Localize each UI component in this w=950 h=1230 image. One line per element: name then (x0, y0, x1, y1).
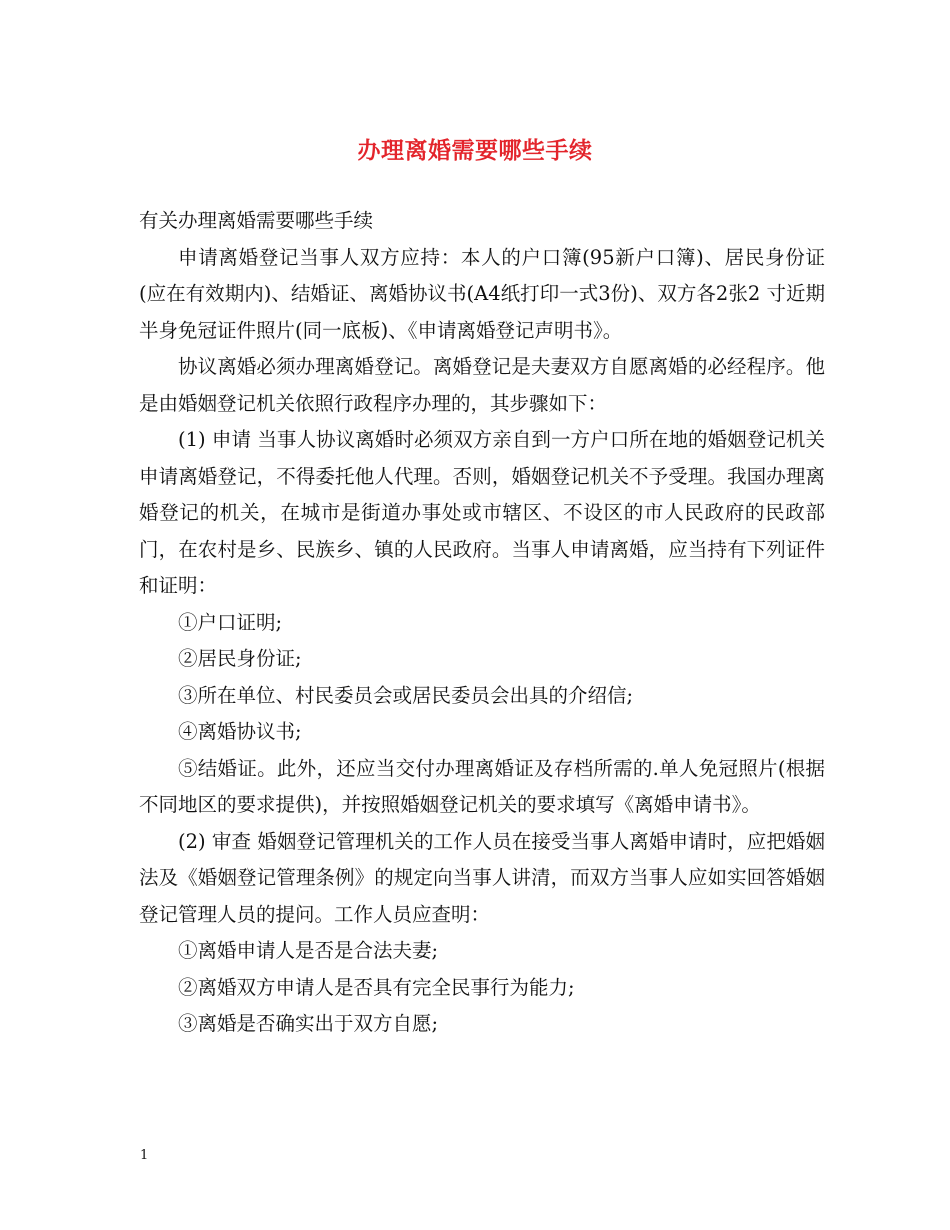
paragraph-intro: 有关办理离婚需要哪些手续 (139, 209, 374, 232)
list-item-divorce-agreement: ④离婚协议书; (178, 720, 302, 743)
paragraph-registration-procedure: 协议离婚必须办理离婚登记。离婚登记是夫妻双方自愿离婚的必经程序。他是由婚姻登记机关依照行政程序办理的，其步骤如下： (139, 355, 825, 415)
list-item-legal-couple: ①离婚申请人是否是合法夫妻; (178, 939, 439, 962)
list-item-marriage-certificate: ⑤结婚证。此外，还应当交付办理离婚证及存档所需的.单人免冠照片(根据不同地区的要求提供)，并按照婚姻登记机关的要求填写《离婚申请书》。 (139, 756, 825, 816)
list-item-introduction-letter: ③所在单位、村民委员会或居民委员会出具的介绍信; (178, 683, 634, 707)
paragraph-step-apply: (1) 申请 当事人协议离婚时必须双方亲自到一方户口所在地的婚姻登记机关申请离婚登记，不得委托他人代理。否则，婚姻登记机关不予受理。我国办理离婚登记的机关，在城市是街道办事处或市辖区、不设区的市人民政府的民政部门，在农村是乡、民族乡、镇的人民政府。当事人申请离婚，应当持有下列证件和证明： (139, 428, 825, 597)
document-body (139, 203, 825, 1043)
list-item-household-proof: ①户口证明; (178, 610, 283, 634)
paragraph-required-documents: 申请离婚登记当事人双方应持：本人的户口簿(95新户口簿)、居民身份证(应在有效期内)、结婚证、离婚协议书(A4纸打印一式3份)、双方各2张2 寸近期半身免冠证件照片(同一底板)、《申请离婚登记声明书》。 (139, 245, 825, 342)
page-title: 办理离婚需要哪些手续 (357, 138, 593, 164)
list-item-voluntary: ③离婚是否确实出于双方自愿; (178, 1012, 439, 1035)
list-item-id-card: ②居民身份证; (178, 647, 302, 670)
list-item-civil-capacity: ②离婚双方申请人是否具有完全民事行为能力; (178, 975, 575, 999)
paragraph-step-review: (2) 审查 婚姻登记管理机关的工作人员在接受当事人离婚申请时，应把婚姻法及《婚姻登记管理条例》的规定向当事人讲清，而双方当事人应如实回答婚姻登记管理人员的提问。工作人员应查明： (139, 829, 825, 926)
page-number: 1 (140, 1148, 149, 1163)
